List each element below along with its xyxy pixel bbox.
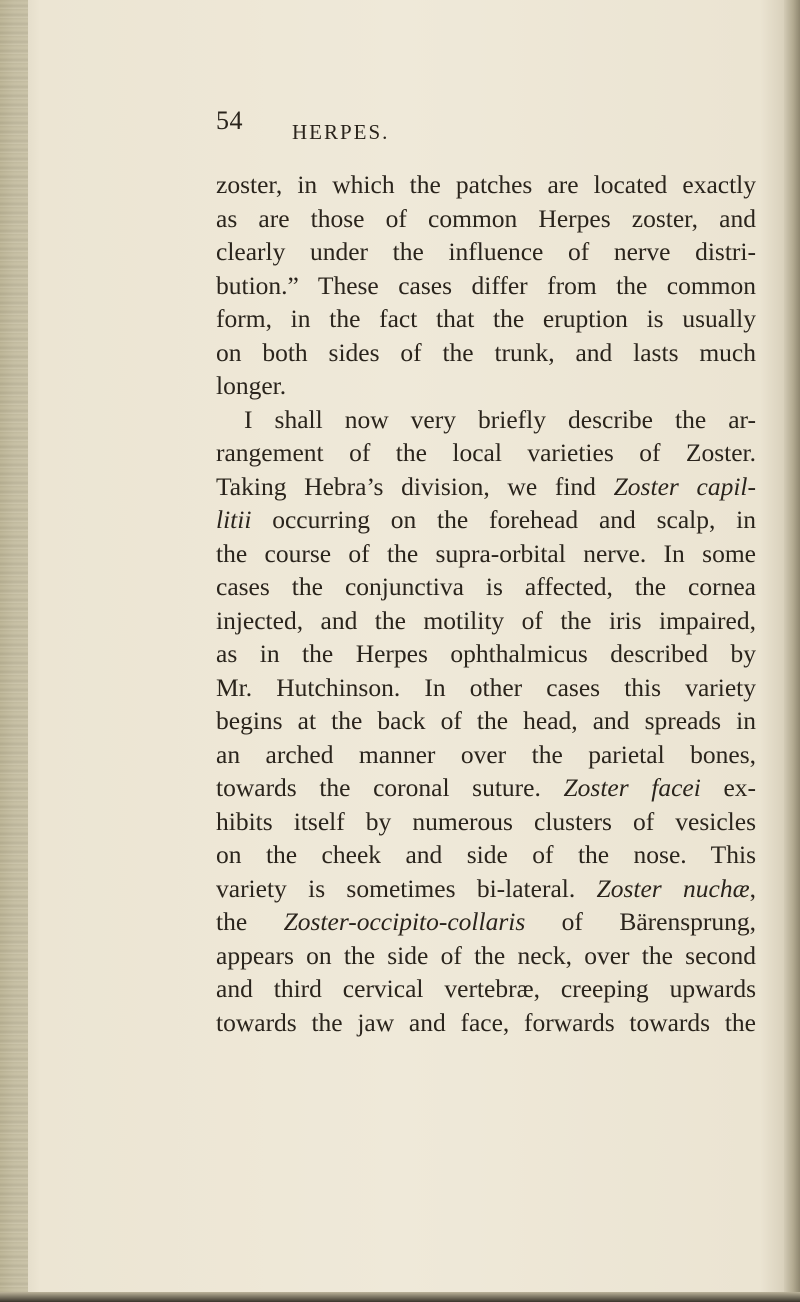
text-segment: occurring on the forehead and scalp, in: [251, 505, 756, 534]
text-segment: begins at the back of the head, and spreads in: [216, 706, 756, 735]
text-line: [216, 202, 756, 236]
text-segment: variety is sometimes bi-lateral.: [216, 873, 597, 903]
text-segment: Taking Hebra’s division, we find: [216, 471, 614, 501]
text-line: [216, 269, 756, 303]
page-number: 54: [216, 106, 243, 135]
text-segment: an arched manner over the parietal bones,: [216, 739, 756, 769]
text-line: [216, 470, 756, 504]
text-line: [216, 403, 756, 437]
text-segment: I shall now very briefly describe the ar-: [244, 404, 756, 434]
text-line: [216, 302, 756, 336]
text-line: [216, 771, 756, 805]
text-line: [216, 503, 756, 537]
text-segment: ex-: [700, 773, 757, 802]
text-line: [216, 838, 756, 872]
text-line: [216, 537, 756, 571]
text-segment: and third cervical vertebræ, creeping upwards: [216, 974, 756, 1003]
page-gutter: [0, 0, 28, 1302]
page-edge: [784, 0, 800, 1302]
italic-term: litii: [216, 505, 252, 534]
text-segment: zoster, in which the patches are located exactly: [216, 170, 756, 199]
text-segment: rangement of the local varieties of Zoster.: [216, 438, 756, 467]
text-line: [216, 637, 756, 671]
text-line: [216, 436, 756, 470]
text-line: [216, 905, 756, 939]
text-segment: hibits itself by numerous clusters of vesicles: [216, 806, 756, 836]
text-segment: appears on the side of the neck, over the second: [216, 940, 756, 970]
text-segment: Mr. Hutchinson. In other cases this variety: [216, 672, 756, 702]
text-segment: as are those of common Herpes zoster, and: [216, 203, 756, 233]
text-segment: clearly under the influence of nerve distri-: [216, 237, 756, 266]
text-line: [216, 1006, 756, 1040]
text-segment: towards the jaw and face, forwards towards the: [216, 1007, 756, 1037]
text-line: [216, 235, 756, 269]
text-line: [216, 168, 756, 202]
text-segment: the: [216, 907, 284, 936]
text-segment: as in the Herpes ophthalmicus described by: [216, 639, 756, 668]
text-line: [216, 805, 756, 839]
text-line: [216, 972, 756, 1006]
page-header: [0, 106, 800, 154]
text-segment: form, in the fact that the eruption is usually: [216, 304, 756, 333]
text-line: [216, 336, 756, 370]
text-line: [216, 738, 756, 772]
italic-term: Zoster facei: [563, 773, 701, 802]
text-segment: longer.: [216, 371, 287, 400]
text-segment: ,: [749, 873, 756, 903]
text-line: [216, 939, 756, 973]
page-bottom-edge: [0, 1292, 800, 1302]
italic-term: Zoster-occipito-collaris: [283, 907, 526, 936]
text-segment: of Bärensprung,: [525, 907, 757, 936]
text-line: [216, 872, 756, 906]
text-line: [216, 704, 756, 738]
text-segment: bution.” These cases differ from the common: [216, 270, 756, 300]
running-head: HERPES.: [292, 120, 390, 144]
text-segment: the course of the supra-orbital nerve. In some: [216, 538, 756, 568]
text-line: [216, 604, 756, 638]
text-line: [216, 570, 756, 604]
text-segment: on both sides of the trunk, and lasts much: [216, 337, 756, 367]
body-text: [216, 168, 756, 1039]
text-line: [216, 671, 756, 705]
text-segment: towards the coronal suture.: [216, 773, 564, 802]
italic-term: Zoster nuchæ: [596, 873, 750, 903]
italic-term: Zoster capil-: [613, 471, 756, 501]
text-segment: cases the conjunctiva is affected, the cornea: [216, 572, 756, 601]
text-segment: injected, and the motility of the iris impaired,: [216, 605, 756, 635]
text-line: [216, 369, 756, 403]
text-segment: on the cheek and side of the nose. This: [216, 840, 756, 869]
